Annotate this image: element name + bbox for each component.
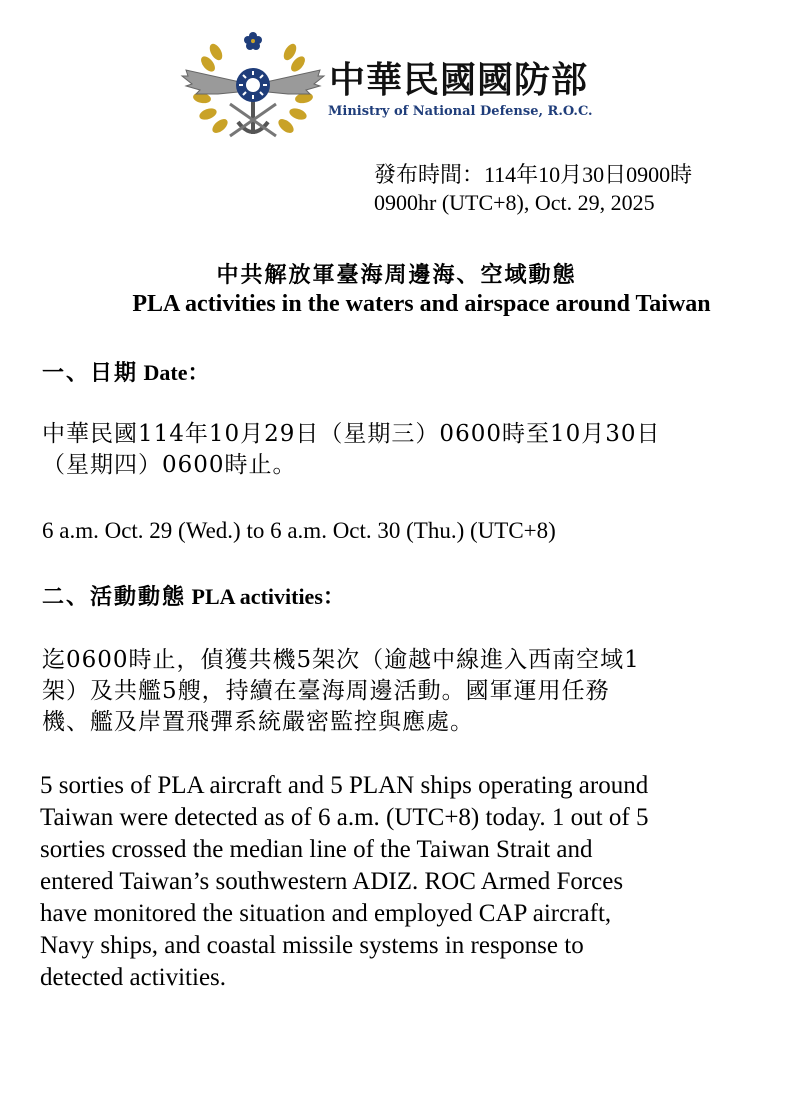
activities-line-zh-2: 架）及共艦5艘，持續在臺海周邊活動。國軍運用任務 <box>42 678 610 704</box>
section-activities-heading <box>42 580 345 611</box>
section-activities-heading-en: PLA activities： <box>191 584 345 609</box>
release-time-zh: 發布時間：114年10月30日0900時 <box>374 162 693 187</box>
activities-line-en-6: Navy ships, and coastal missile systems in response to <box>40 932 584 959</box>
section-activities-heading-zh: 二、活動動態 <box>42 585 187 610</box>
activities-line-en-1: 5 sorties of PLA aircraft and 5 PLAN ships operating around <box>40 772 649 799</box>
activities-line-en-3: sorties crossed the median line of the Taiwan Strait and <box>40 836 593 863</box>
section-date-heading-en: Date： <box>143 360 210 385</box>
mnd-emblem-icon <box>178 30 328 148</box>
section-date-heading-zh: 一、日期 <box>42 361 139 386</box>
document-title-zh: 中共解放軍臺海周邊海、空域動態 <box>216 263 577 288</box>
activities-line-en-4: entered Taiwan’s southwestern ADIZ. ROC Armed Forces <box>40 868 624 895</box>
date-line-en: 6 a.m. Oct. 29 (Wed.) to 6 a.m. Oct. 30 (Thu.) (UTC+8) <box>42 518 556 543</box>
document-title-en: PLA activities in the waters and airspace around Taiwan <box>132 291 711 317</box>
section-date-heading <box>42 356 210 387</box>
activities-line-en-2: Taiwan were detected as of 6 a.m. (UTC+8) today. 1 out of 5 <box>40 804 649 831</box>
activities-line-zh-1: 迄0600時止，偵獲共機5架次（逾越中線進入西南空域1 <box>42 647 640 673</box>
activities-line-en-7: detected activities. <box>40 964 227 991</box>
activities-line-en-5: have monitored the situation and employed CAP aircraft, <box>40 900 612 927</box>
org-name-zh: 中華民國國防部 <box>329 60 589 101</box>
release-time-en: 0900hr (UTC+8), Oct. 29, 2025 <box>374 190 655 215</box>
activities-line-zh-3: 機、艦及岸置飛彈系統嚴密監控與應處。 <box>42 709 474 735</box>
date-line-zh-1: 中華民國114年10月29日（星期三）0600時至10月30日 <box>42 421 661 447</box>
org-name-en: Ministry of National Defense, R.O.C. <box>328 104 593 119</box>
date-line-zh-2: （星期四）0600時止。 <box>42 452 297 478</box>
